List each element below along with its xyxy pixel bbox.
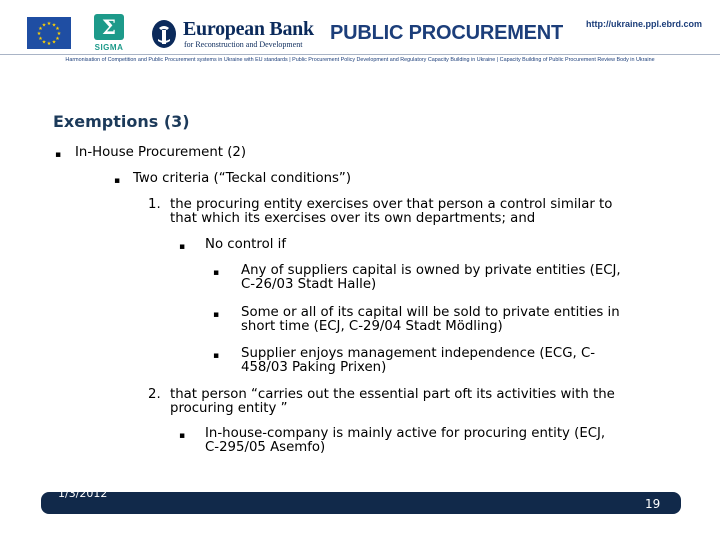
footer-bar (41, 492, 681, 514)
header-subtitle: Harmonisation of Competition and Public Procurement systems in Ukraine with EU standards | Public Procurement Policy Development and Regulatory Capacity Building in Ukraine | Capacity Building of Public Procurement Review Body in Ukraine (65, 57, 655, 63)
svg-text:★: ★ (46, 21, 52, 27)
sub-bullet-3-line-2: 458/03 Paking Prixen) (241, 360, 387, 375)
slide-header (0, 0, 720, 70)
sub-bullet-2-line-1: Some or all of its capital will be sold to private entities in (241, 305, 620, 320)
sigma-label: SIGMA (94, 43, 124, 52)
criterion-1-text-line-1: the procuring entity exercises over that person a control similar to (170, 197, 613, 212)
sub-bullet-1-line-1: Any of suppliers capital is owned by private entities (ECJ, (241, 263, 621, 278)
bullet-icon: ▪ (179, 242, 186, 252)
footer-date: 1/3/2012 (58, 487, 108, 500)
in-house-company-line-2: C-295/05 Asemfo) (205, 440, 326, 455)
svg-text:★: ★ (41, 39, 47, 46)
ebrd-name: European Bank (183, 18, 314, 40)
svg-text:★: ★ (46, 41, 52, 47)
criterion-2-number: 2. (148, 387, 161, 402)
svg-text:★: ★ (38, 26, 43, 32)
svg-text:★: ★ (51, 22, 57, 29)
bullet-icon: ▪ (213, 310, 220, 320)
svg-text:★: ★ (51, 39, 57, 46)
bullet-icon: ▪ (213, 351, 220, 361)
program-url-link[interactable]: http://ukraine.ppl.ebrd.com (586, 19, 703, 29)
bullet-icon: ▪ (179, 431, 186, 441)
criterion-2-text-line-1: that person “carries out the essential part oft its activities with the (170, 387, 615, 402)
svg-text:★: ★ (36, 31, 42, 37)
bullet-in-house-procurement: In-House Procurement (2) (75, 145, 247, 160)
criterion-1-text-line-2: that which its exercises over its own departments; and (170, 211, 536, 226)
criterion-2-text-line-2: procuring entity ” (170, 401, 288, 416)
program-title: PUBLIC PROCUREMENT (330, 22, 564, 44)
sub-bullet-1-line-2: C-26/03 Stadt Halle) (241, 277, 377, 292)
eu-flag-icon (27, 17, 71, 49)
sub-bullet-2-line-2: short time (ECJ, C-29/04 Stadt Mödling) (241, 319, 503, 334)
sigma-logo (92, 14, 126, 54)
in-house-company-line-1: In-house-company is mainly active for procuring entity (ECJ, (205, 426, 606, 441)
svg-text:★: ★ (38, 36, 43, 42)
criterion-1-number: 1. (148, 197, 161, 212)
bullet-icon: ▪ (114, 176, 121, 186)
ebrd-tagline: for Reconstruction and Development (184, 40, 303, 49)
bullet-two-criteria: Two criteria (“Teckal conditions”) (133, 171, 352, 186)
bullet-icon: ▪ (55, 150, 62, 160)
ebrd-logo (150, 18, 314, 54)
svg-text:★: ★ (55, 26, 60, 32)
header-divider (0, 54, 720, 55)
sub-bullet-3-line-1: Supplier enjoys management independence (ECG, C- (241, 346, 596, 361)
page-number: 19 (645, 497, 661, 511)
slide-title: Exemptions (3) (53, 112, 190, 131)
svg-text:★: ★ (55, 36, 60, 42)
svg-text:★: ★ (56, 31, 62, 37)
bullet-no-control: No control if (205, 237, 287, 252)
bullet-icon: ▪ (213, 268, 220, 278)
svg-text:★: ★ (41, 22, 47, 29)
ebrd-emblem-icon (150, 19, 178, 49)
sigma-symbol-icon: Σ (94, 14, 124, 40)
